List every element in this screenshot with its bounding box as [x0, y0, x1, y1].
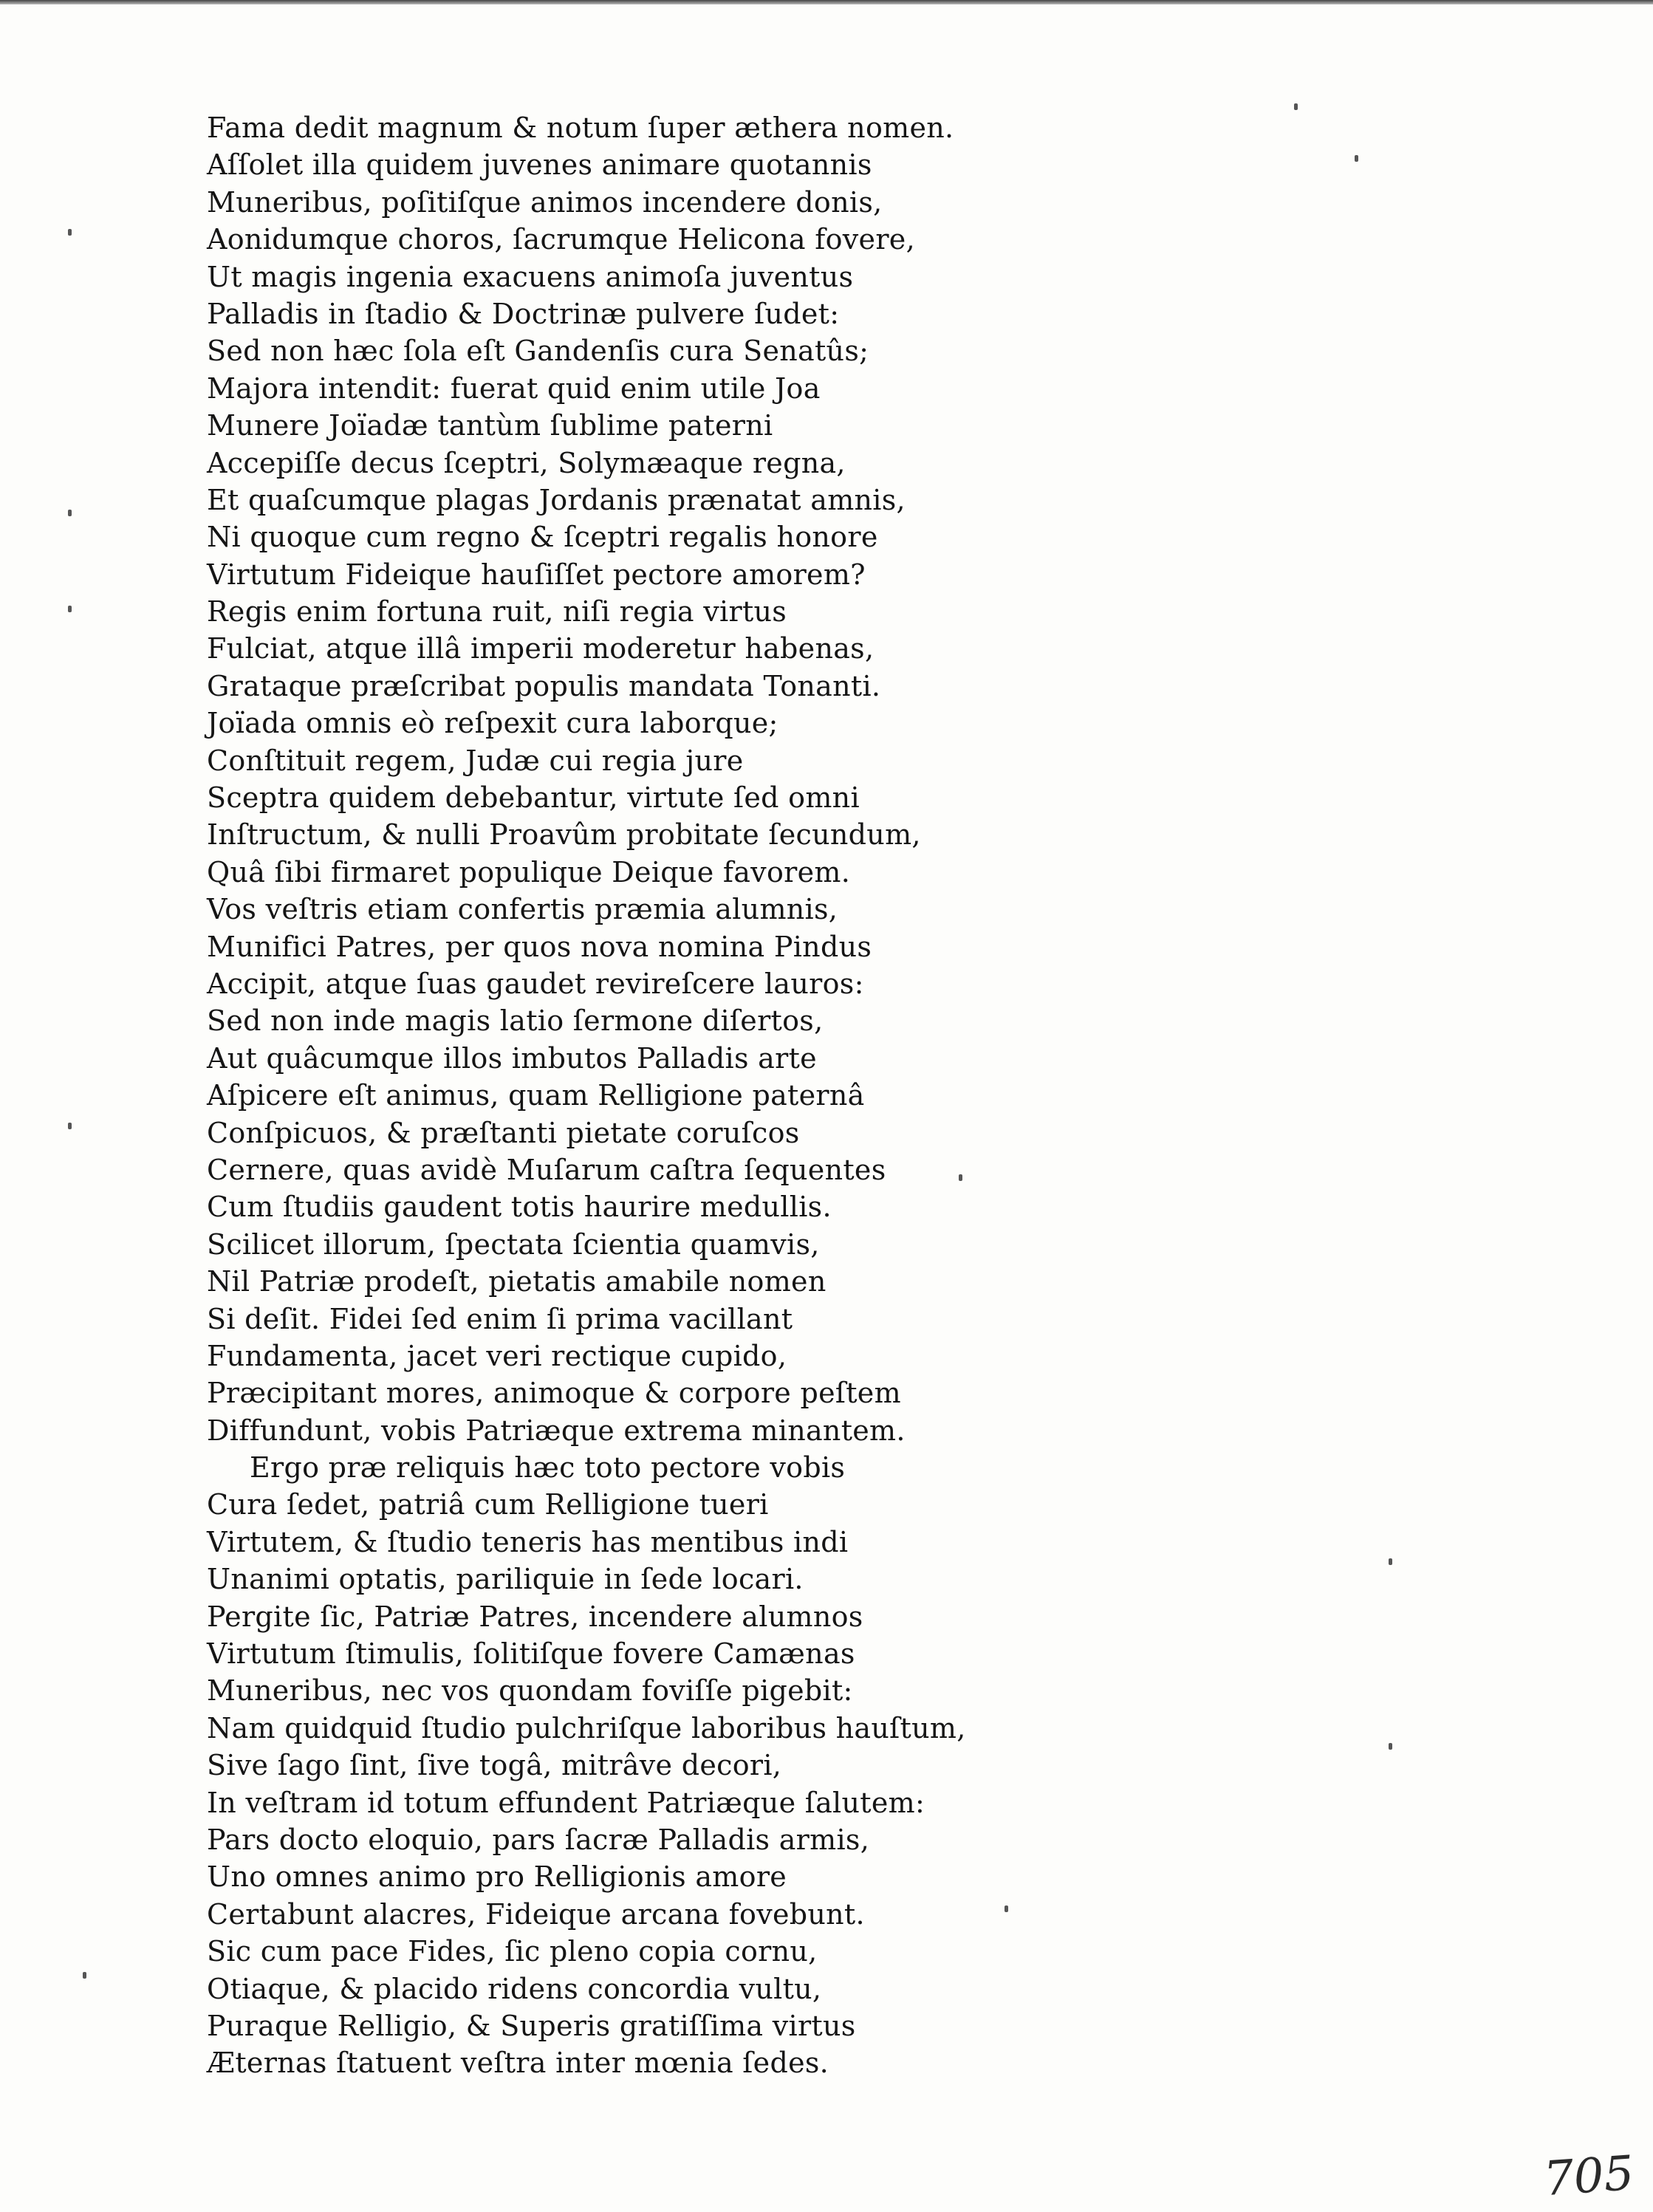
poem-line: Regis enim fortuna ruit, niſi regia virtus: [207, 595, 787, 629]
poem-text: [207, 109, 1064, 2082]
poem-line: Aonidumque choros, ſacrumque Helicona fovere,: [207, 223, 915, 256]
poem-line: Diffundunt, vobis Patriæque extrema minantem.: [207, 1414, 906, 1447]
poem-line: Grataque præſcribat populis mandata Tonanti.: [207, 669, 881, 702]
poem-line: Conſpicuos, & præſtanti pietate coruſcos: [207, 1116, 800, 1149]
poem-line: Ni quoque cum regno & ſceptri regalis honore: [207, 521, 878, 554]
poem-line: Sceptra quidem debebantur, virtute ſed omni: [207, 781, 860, 815]
poem-line: Accepiſſe decus ſceptri, Solymæaque regna,: [207, 446, 846, 479]
poem-line: Nil Patriæ prodeſt, pietatis amabile nomen: [207, 1265, 826, 1298]
poem-line: Cernere, quas avidè Muſarum caſtra ſequentes: [207, 1153, 886, 1186]
poem-line: Inſtructum, & nulli Proavûm probitate ſecundum,: [207, 818, 921, 852]
poem-line: Sive ſago ſint, ſive togâ, mitrâve decori,: [207, 1749, 782, 1782]
handwritten-page-number: 705: [1541, 2146, 1636, 2208]
poem-line: Quâ ſibi firmaret populique Deique favorem.: [207, 855, 851, 888]
poem-line: Aut quâcumque illos imbutos Palladis arte: [207, 1041, 817, 1075]
poem-line: Puraque Relligio, & Superis gratiſſima virtus: [207, 2009, 856, 2042]
scan-speck: [1294, 103, 1298, 110]
poem-line: Pergite ſic, Patriæ Patres, incendere alumnos: [207, 1600, 863, 1633]
poem-line: Sed non inde magis latio ſermone diſertos,: [207, 1004, 824, 1038]
poem-line: In veſtram id totum effundent Patriæque ſalutem:: [207, 1786, 925, 1819]
poem-line: Unanimi optatis, pariliquie in ſede locari.: [207, 1563, 804, 1596]
scan-speck: [68, 510, 72, 516]
poem-line: Uno omnes animo pro Relligionis amore: [207, 1860, 787, 1894]
scan-speck: [1005, 1905, 1008, 1912]
poem-line: Cura ſedet, patriâ cum Relligione tueri: [207, 1488, 769, 1521]
poem-line: Aſſolet illa quidem juvenes animare quotannis: [207, 148, 872, 182]
scan-speck: [68, 606, 72, 612]
poem-line: Sed non hæc ſola eſt Gandenſis cura Senatûs;: [207, 335, 869, 368]
poem-line-indented: Ergo præ reliquis hæc toto pectore vobis: [250, 1451, 846, 1485]
poem-line: Certabunt alacres, Fideique arcana fovebunt.: [207, 1897, 865, 1931]
poem-line: Majora intendit: fuerat quid enim utile Joa: [207, 371, 821, 405]
poem-line: Et quaſcumque plagas Jordanis prænatat amnis,: [207, 483, 906, 516]
poem-line: Æternas ſtatuent veſtra inter mœnia ſedes.: [207, 2047, 829, 2080]
poem-line: Fulciat, atque illâ imperii moderetur habenas,: [207, 632, 875, 665]
poem-line: Conſtituit regem, Judæ cui regia jure: [207, 744, 744, 777]
scan-speck: [83, 1972, 86, 1979]
poem-line: Muneribus, nec vos quondam foviſſe pigebit:: [207, 1674, 853, 1708]
poem-line: Virtutum ſtimulis, ſolitiſque fovere Camænas: [207, 1637, 855, 1671]
poem-line: Ut magis ingenia exacuens animoſa juventus: [207, 260, 854, 293]
poem-line: Nam quidquid ſtudio pulchriſque laboribus hauſtum,: [207, 1711, 966, 1744]
scan-speck: [1389, 1743, 1392, 1750]
poem-line: Cum ſtudiis gaudent totis haurire medullis.: [207, 1191, 832, 1224]
scan-speck: [1355, 155, 1358, 162]
poem-line: Virtutem, & ſtudio teneris has mentibus indi: [207, 1525, 849, 1558]
poem-line: Virtutum Fideique hauſiſſet pectore amorem?: [207, 558, 866, 591]
poem-line: Si deſit. Fidei ſed enim ſi prima vacillant: [207, 1302, 793, 1335]
poem-line: Præcipitant mores, animoque & corpore peſtem: [207, 1377, 901, 1410]
poem-line: Joïada omnis eò reſpexit cura laborque;: [207, 707, 778, 740]
scan-speck: [68, 229, 72, 236]
scan-speck: [959, 1174, 962, 1181]
poem-line: Muneribus, poſitiſque animos incendere donis,: [207, 185, 883, 219]
poem-line: Palladis in ſtadio & Doctrinæ pulvere ſudet:: [207, 297, 840, 330]
poem-line: Pars docto eloquio, pars ſacræ Palladis armis,: [207, 1823, 870, 1856]
poem-line: Scilicet illorum, ſpectata ſcientia quamvis,: [207, 1227, 820, 1261]
scan-speck: [1389, 1558, 1392, 1565]
poem-line: Aſpicere eſt animus, quam Relligione paternâ: [207, 1079, 865, 1112]
poem-line: Fundamenta, jacet veri rectique cupido,: [207, 1339, 787, 1372]
poem-line: Otiaque, & placido ridens concordia vultu,: [207, 1972, 822, 2005]
top-edge-rule: [0, 0, 1653, 4]
poem-line: Sic cum pace Fides, ſic pleno copia cornu,: [207, 1935, 818, 1968]
poem-line: Munere Joïadæ tantùm ſublime paterni: [207, 409, 773, 442]
poem-line: Munifici Patres, per quos nova nomina Pindus: [207, 930, 872, 963]
poem-line: Accipit, atque ſuas gaudet revireſcere lauros:: [207, 967, 864, 1000]
scan-speck: [68, 1123, 72, 1129]
poem-line: Fama dedit magnum & notum ſuper æthera nomen.: [207, 112, 954, 144]
poem-line: Vos veſtris etiam confertis præmia alumnis,: [207, 893, 838, 926]
